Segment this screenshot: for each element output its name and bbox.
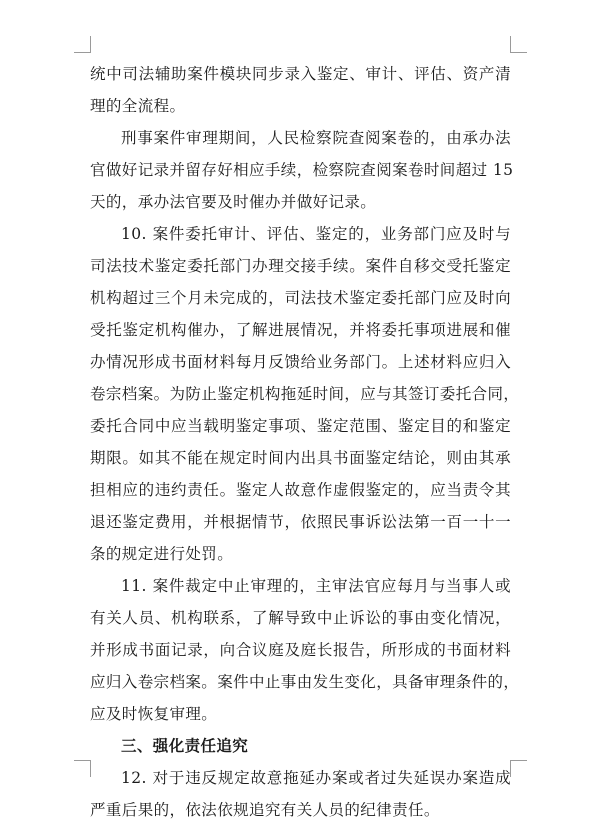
text-line: 严重后果的，依法依规追究有关人员的纪律责任。: [90, 801, 440, 819]
text-line: 受托鉴定机构催办，了解进展情况，并将委托事项进展和催: [90, 321, 511, 339]
text-line: 统中司法辅助案件模块同步录入鉴定、审计、评估、资产清: [90, 65, 511, 83]
text-line: 并形成书面记录，向合议庭及庭长报告，所形成的书面材料: [90, 641, 511, 659]
text-line: 刑事案件审理期间，人民检察院查阅案卷的，由承办法: [121, 129, 511, 147]
text-line: 10. 案件委托审计、评估、鉴定的，业务部门应及时与: [121, 225, 511, 243]
crop-mark-bottom-left: [74, 760, 91, 777]
text-line: 有关人员、机构联系，了解导致中止诉讼的事由变化情况，: [90, 609, 511, 627]
text-line: 理的全流程。: [90, 97, 186, 115]
text-line: 担相应的违约责任。鉴定人故意作虚假鉴定的，应当责令其: [90, 481, 511, 499]
text-line: 卷宗档案。为防止鉴定机构拖延时间，应与其签订委托合同，: [90, 385, 520, 403]
text-line: 11. 案件裁定中止审理的，主审法官应每月与当事人或: [121, 577, 511, 595]
text-line: 天的，承办法官要及时催办并做好记录。: [90, 193, 377, 211]
section-heading: 三、强化责任追究: [121, 737, 249, 755]
text-line: 12. 对于违反规定故意拖延办案或者过失延误办案造成: [121, 769, 511, 787]
text-line: 应及时恢复审理。: [90, 705, 218, 723]
crop-mark-bottom-right: [510, 760, 527, 777]
text-line: 官做好记录并留存好相应手续，检察院查阅案卷时间超过 15: [90, 161, 514, 179]
text-line: 应归入卷宗档案。案件中止事由发生变化，具备审理条件的，: [90, 673, 520, 691]
text-line: 机构超过三个月未完成的，司法技术鉴定委托部门应及时向: [90, 289, 511, 307]
text-line: 委托合同中应当载明鉴定事项、鉴定范围、鉴定目的和鉴定: [90, 417, 511, 435]
text-line: 司法技术鉴定委托部门办理交接手续。案件自移交受托鉴定: [90, 257, 511, 275]
text-line: 办情况形成书面材料每月反馈给业务部门。上述材料应归入: [90, 353, 511, 371]
text-line: 退还鉴定费用，并根据情节，依照民事诉讼法第一百一十一: [90, 513, 511, 531]
text-line: 期限。如其不能在规定时间内出具书面鉴定结论，则由其承: [90, 449, 511, 467]
crop-mark-top-right: [510, 36, 527, 53]
crop-mark-top-left: [74, 36, 91, 53]
text-line: 条的规定进行处罚。: [90, 545, 234, 563]
document-body: [90, 58, 520, 826]
